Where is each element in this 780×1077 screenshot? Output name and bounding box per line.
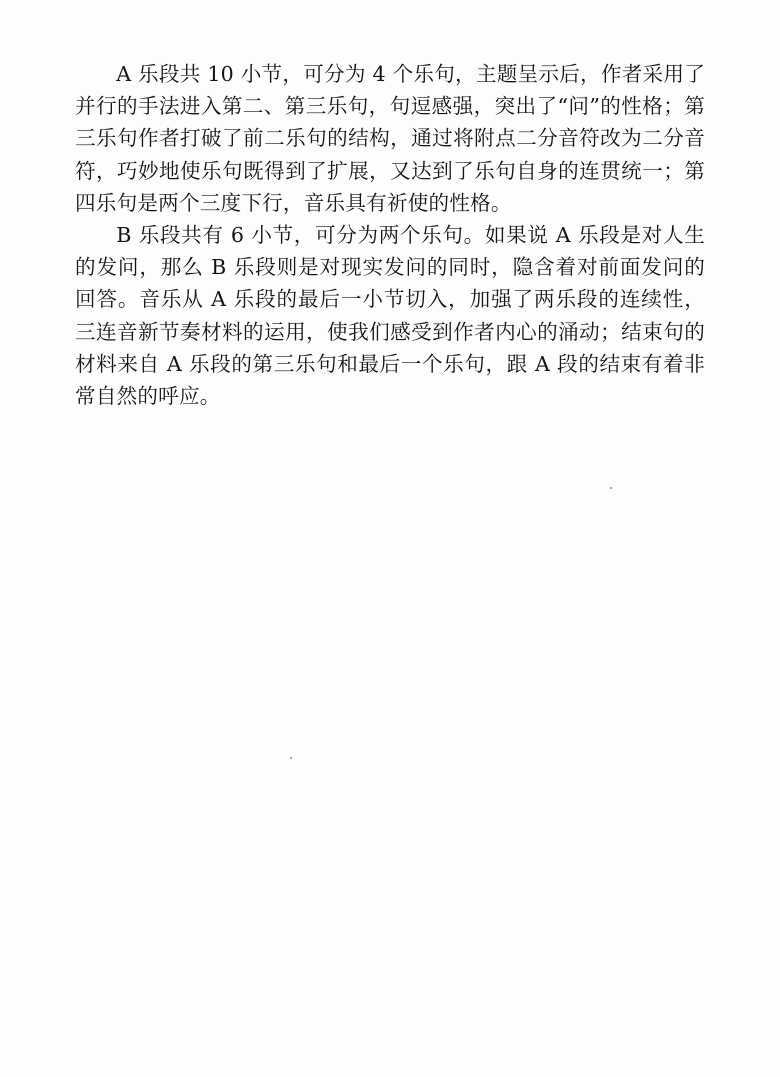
- paragraph-b-section: B 乐段共有 6 小节，可分为两个乐句。如果说 A 乐段是对人生的发问，那么 B 乐段则是对现实发问的同时，隐含着对前面发问的回答。音乐从 A 乐段的最后一小节切入，加强了两乐段的连续性，三连音新节奏材料的运用，使我们感受到作者内心的涌动；结束句的材料来自 A 乐段的第三乐句和最后一个乐句，跟 A 段的结束有着非常自然的呼应。: [75, 223, 705, 409]
- scan-speck: [610, 487, 612, 489]
- paragraph-a-section: A 乐段共 10 小节，可分为 4 个乐句，主题呈示后，作者采用了并行的手法进入第二、第三乐句，句逗感强，突出了“问”的性格；第三乐句作者打破了前二乐句的结构，通过将附点二分音符改为二分音符，巧妙地使乐句既得到了扩展，又达到了乐句自身的连贯统一；第四乐句是两个三度下行，音乐具有祈使的性格。: [75, 62, 705, 215]
- scan-speck: [290, 757, 292, 759]
- body-text: [75, 58, 705, 412]
